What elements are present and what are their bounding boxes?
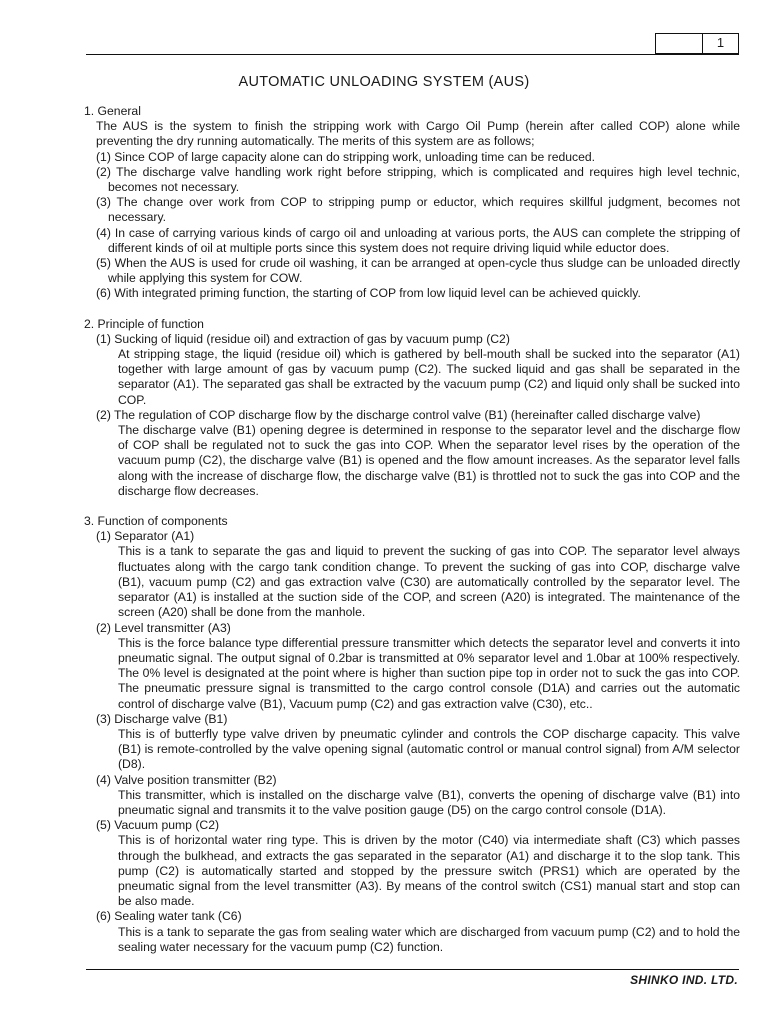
merit-item: (2) The discharge valve handling work right before stripping, which is complicated and requires high level technic, becomes not necessary.	[96, 164, 740, 195]
subsection-title: (6) Sealing water tank (C6)	[96, 909, 242, 924]
merit-item: (3) The change over work from COP to stripping pump or eductor, which requires skillful judgment, becomes not necessary.	[96, 195, 740, 225]
subsection-title: (5) Vacuum pump (C2)	[96, 818, 220, 833]
footer-rule	[86, 969, 739, 970]
document-title: AUTOMATIC UNLOADING SYSTEM (AUS)	[238, 74, 530, 90]
document-body	[84, 104, 740, 970]
section-heading: 2. Principle of function	[84, 316, 204, 331]
merit-item: (4) In case of carrying various kinds of cargo oil and unloading at various ports, the AUS can complete the stripping of different kinds of oil at multiple ports since this system does not require driving liquid while eductor does.	[96, 225, 740, 255]
header-rule	[86, 54, 739, 55]
page-number-box	[655, 33, 739, 54]
subsection-body: This is a tank to separate the gas and liquid to prevent the sucking of gas into COP. The separator level always fluctuates along with the cargo tank condition change. To prevent the sucking of gas into COP, discharge valve (B1), vacuum pump (C2) and gas extraction valve (C30) are automatically controlled by the separator level. The separator (A1) is installed at the suction side of the COP, and screen (A20) is integrated. The maintenance of the screen (A20) shall be done from the manhole.	[118, 544, 740, 620]
section-intro: The AUS is the system to finish the stripping work with Cargo Oil Pump (herein after called COP) alone while preventing the dry running automatically. The merits of this system are as follows;	[96, 119, 740, 149]
merit-item: (6) With integrated priming function, the starting of COP from low liquid level can be achieved quickly.	[96, 286, 641, 301]
merit-item: (5) When the AUS is used for crude oil washing, it can be arranged at open-cycle thus sludge can be unloaded directly while applying this system for COW.	[96, 256, 740, 286]
section-general	[84, 104, 740, 302]
subsection-body: This transmitter, which is installed on the discharge valve (B1), converts the opening of discharge valve (B1) into pneumatic signal and transmits it to the valve position gauge (D5) on the cargo control console (D1A).	[118, 787, 740, 817]
section-heading: 3. Function of components	[84, 514, 228, 529]
subsection-title: (4) Valve position transmitter (B2)	[96, 772, 277, 787]
subsection-body: The discharge valve (B1) opening degree is determined in response to the separator level and the discharge flow of COP shall be regulated not to suck the gas into COP. When the separator level rises by the operation of the vacuum pump (C2), the discharge valve (B1) is opened and the flow amount increases. As the separator level falls along with the increase of discharge flow, the discharge valve (B1) is throttled not to suck the gas into COP and the discharge flow decreases.	[118, 423, 740, 498]
company-footer: SHINKO IND. LTD.	[630, 973, 738, 987]
subsection-body: This is the force balance type differential pressure transmitter which detects the separator level and converts it into pneumatic signal. The output signal of 0.2bar is transmitted at 0% separator level and 1.0bar at 100% respectively. The 0% level is designated at the point where is higher than suction pipe top in order not to suck the gas into COP. The pneumatic pressure signal is transmitted to the cargo control console (D1A) and carries out the automatic control of discharge valve (B1), Vacuum pump (C2) and gas extraction valve (C30), etc..	[118, 635, 740, 711]
subsection-body: This is a tank to separate the gas from sealing water which are discharged from vacuum pump (C2) and to hold the sealing water necessary for the vacuum pump (C2) function.	[118, 924, 740, 954]
subsection-body: At stripping stage, the liquid (residue oil) which is gathered by bell-mouth shall be sucked into the separator (A1) together with large amount of gas by vacuum pump (C2). The sucked liquid and gas shall be separated in the separator (A1). The separated gas shall be extracted by the vacuum pump (C2) and liquid only shall be sucked into COP.	[118, 347, 740, 407]
subsection-title: (2) Level transmitter (A3)	[96, 620, 231, 635]
subsection-title: (2) The regulation of COP discharge flow by the discharge control valve (B1) (hereinafter called discharge valve)	[96, 407, 701, 422]
merit-item: (1) Since COP of large capacity alone can do stripping work, unloading time can be reduced.	[96, 149, 596, 164]
page-number: 1	[716, 35, 725, 50]
section-components	[84, 514, 740, 955]
section-principle	[84, 317, 740, 499]
subsection-title: (1) Separator (A1)	[96, 529, 195, 544]
subsection-body: This is of horizontal water ring type. This is driven by the motor (C40) via intermediate shaft (C3) which passes through the bulkhead, and extracts the gas separated in the separator (A1) and discharge it to the slop tank. This pump (C2) is automatically started and stopped by the pressure switch (PRS1) which are operated by the pneumatic signal from the level transmitter (A3). By means of the control switch (CS1) manual start and stop can be also made.	[118, 833, 740, 909]
subsection-title: (3) Discharge valve (B1)	[96, 711, 228, 726]
section-heading: 1. General	[84, 104, 141, 118]
page-box-blank-cell	[656, 34, 703, 53]
subsection-title: (1) Sucking of liquid (residue oil) and extraction of gas by vacuum pump (C2)	[96, 331, 510, 346]
subsection-body: This is of butterfly type valve driven by pneumatic cylinder and controls the COP discharge capacity. This valve (B1) is remote-controlled by the valve opening signal (automatic control or manual control signal) from A/M selector (D8).	[118, 726, 740, 772]
